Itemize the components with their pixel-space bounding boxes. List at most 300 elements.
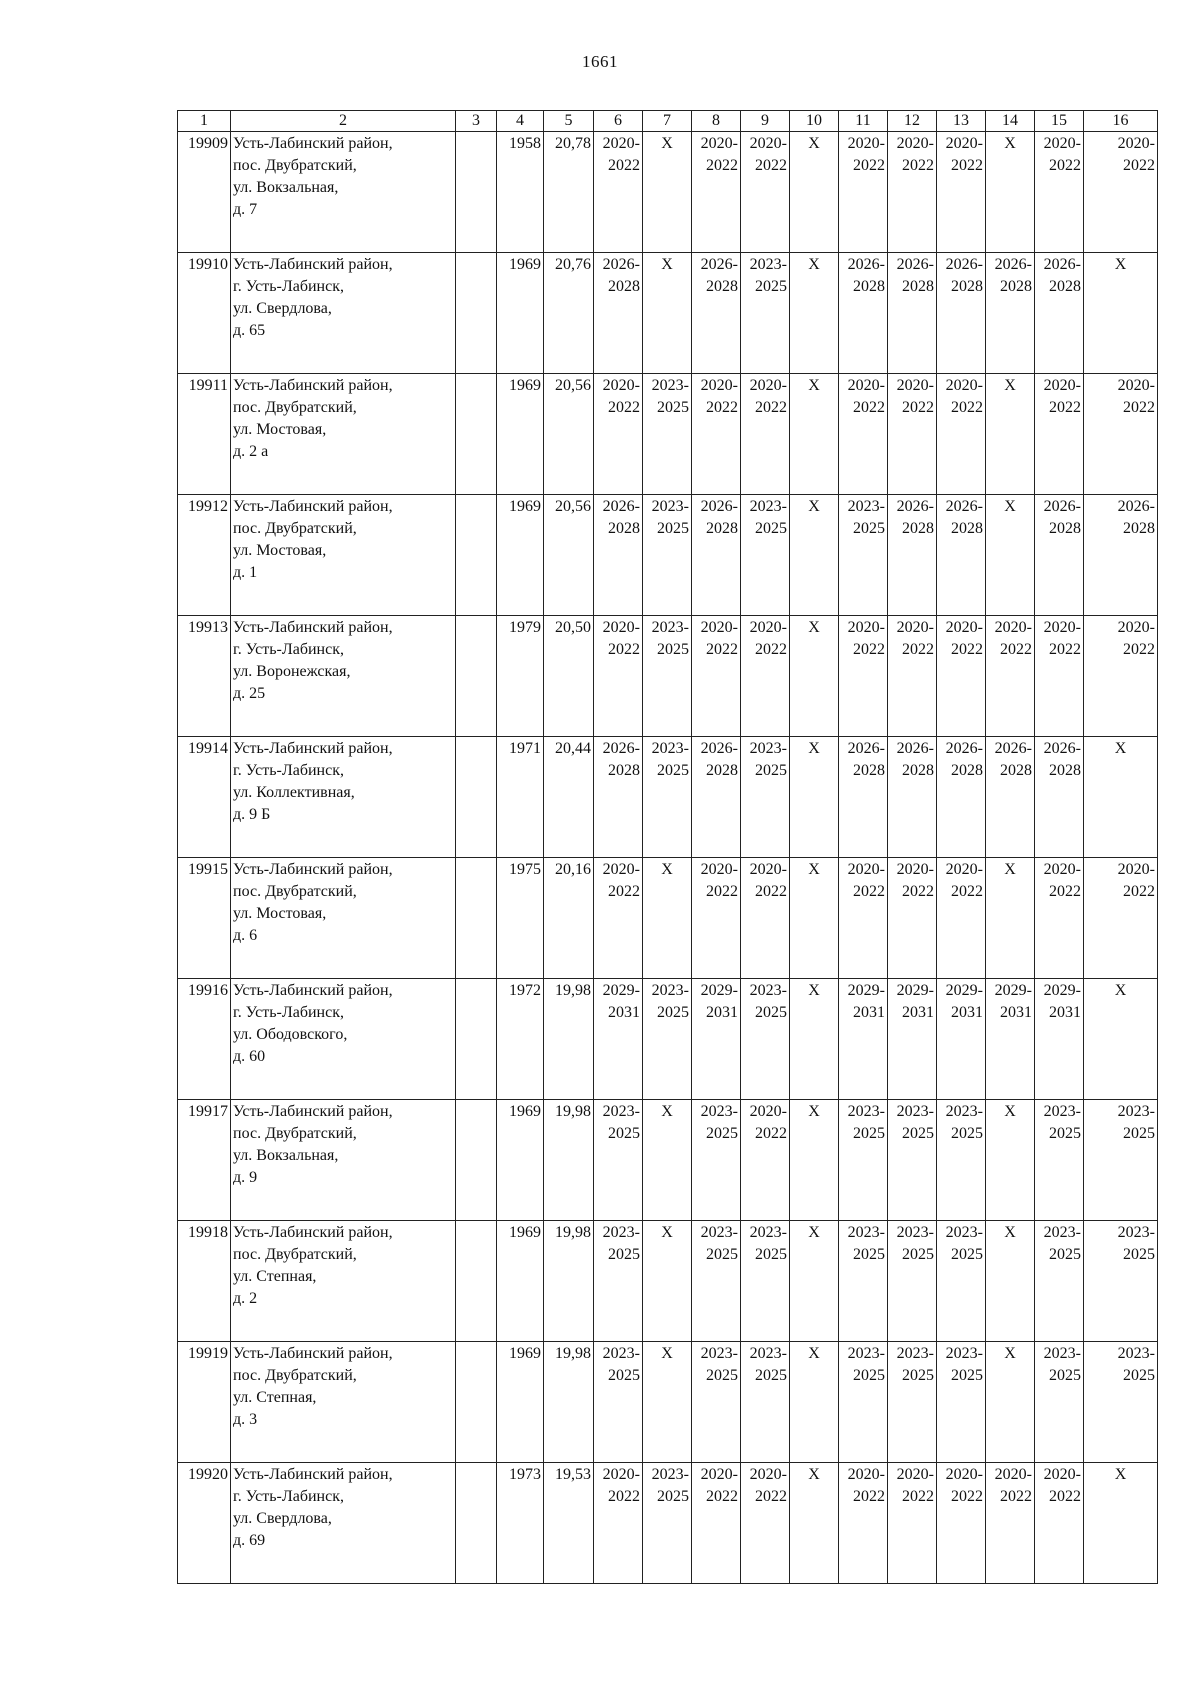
period-start: 2020- <box>700 1466 738 1483</box>
period-start: 2020- <box>749 1103 787 1120</box>
row-number: 19919 <box>178 1342 231 1463</box>
table-row <box>178 253 1158 374</box>
period-end: 2028 <box>1123 520 1155 537</box>
registry-table <box>177 110 1158 1584</box>
period-start: 2020- <box>749 377 787 394</box>
period-cell <box>741 1221 790 1342</box>
period-start: 2020- <box>896 135 934 152</box>
period-start: 2020- <box>700 861 738 878</box>
period-start: 2023- <box>945 1224 983 1241</box>
period-cell <box>888 616 937 737</box>
period-cell <box>594 979 643 1100</box>
period-start: 2023- <box>651 740 689 757</box>
period-end: 2022 <box>951 1488 983 1505</box>
empty-cell <box>456 979 497 1100</box>
address-line: ул. Свердлова, <box>233 300 332 317</box>
period-end: 2025 <box>853 1246 885 1263</box>
period-start: 2020- <box>1043 135 1081 152</box>
period-start: 2020- <box>847 861 885 878</box>
table-row <box>178 616 1158 737</box>
period-end: 2028 <box>1049 278 1081 295</box>
row-number: 19913 <box>178 616 231 737</box>
period-cell <box>1084 495 1158 616</box>
period-start: 2023- <box>1043 1103 1081 1120</box>
period-end: 2031 <box>902 1004 934 1021</box>
period-start: 2023- <box>651 498 689 515</box>
period-cell <box>741 979 790 1100</box>
period-end: 2025 <box>1049 1367 1081 1384</box>
period-start: 2023- <box>896 1103 934 1120</box>
address-line: ул. Мостовая, <box>233 905 327 922</box>
period-end: 2022 <box>1123 883 1155 900</box>
period-end: 2022 <box>951 883 983 900</box>
period-cell <box>937 374 986 495</box>
period-end: 2022 <box>1049 1488 1081 1505</box>
period-end: 2028 <box>608 520 640 537</box>
area-cell: 20,56 <box>544 374 594 495</box>
period-cell <box>643 1463 692 1584</box>
empty-cell <box>456 1221 497 1342</box>
period-end: 2022 <box>1049 399 1081 416</box>
column-header-9: 9 <box>741 111 790 132</box>
period-end: 2028 <box>608 278 640 295</box>
area-cell: 20,50 <box>544 616 594 737</box>
period-end: 2025 <box>657 399 689 416</box>
address-line: д. 69 <box>233 1532 266 1549</box>
period-cell <box>1035 979 1084 1100</box>
period-end: 2031 <box>706 1004 738 1021</box>
period-cell <box>1035 1100 1084 1221</box>
address-line: Усть-Лабинский район, <box>233 740 393 757</box>
period-start: 2023- <box>945 1345 983 1362</box>
period-cell <box>839 1221 888 1342</box>
address-cell <box>231 858 456 979</box>
period-start: 2023- <box>896 1345 934 1362</box>
row-number: 19917 <box>178 1100 231 1221</box>
not-applicable-cell: X <box>1084 253 1158 374</box>
period-start: 2020- <box>602 135 640 152</box>
period-end: 2028 <box>902 762 934 779</box>
period-end: 2025 <box>755 762 787 779</box>
period-cell <box>692 1100 741 1221</box>
address-line: Усть-Лабинский район, <box>233 377 393 394</box>
period-cell <box>1084 858 1158 979</box>
address-line: пос. Двубратский, <box>233 399 357 416</box>
table-row <box>178 1221 1158 1342</box>
address-line: Усть-Лабинский район, <box>233 256 393 273</box>
period-start: 2026- <box>945 256 983 273</box>
period-cell <box>888 737 937 858</box>
period-start: 2020- <box>1043 619 1081 636</box>
period-start: 2026- <box>847 256 885 273</box>
period-cell <box>888 1463 937 1584</box>
period-start: 2020- <box>945 619 983 636</box>
period-end: 2022 <box>902 399 934 416</box>
period-end: 2025 <box>853 1367 885 1384</box>
period-start: 2026- <box>602 256 640 273</box>
period-end: 2022 <box>608 1488 640 1505</box>
period-cell <box>1084 1221 1158 1342</box>
period-end: 2025 <box>951 1125 983 1142</box>
header-row <box>178 111 1158 132</box>
period-cell <box>692 1221 741 1342</box>
period-cell <box>594 1221 643 1342</box>
period-cell <box>741 374 790 495</box>
not-applicable-cell: X <box>790 737 839 858</box>
row-number: 19912 <box>178 495 231 616</box>
area-cell: 20,76 <box>544 253 594 374</box>
period-start: 2026- <box>896 256 934 273</box>
not-applicable-cell: X <box>790 858 839 979</box>
address-line: д. 6 <box>233 927 258 944</box>
table-row <box>178 979 1158 1100</box>
area-cell: 20,78 <box>544 132 594 253</box>
empty-cell <box>456 495 497 616</box>
period-cell <box>692 253 741 374</box>
period-start: 2023- <box>847 498 885 515</box>
not-applicable-cell: X <box>790 616 839 737</box>
period-start: 2023- <box>847 1345 885 1362</box>
period-start: 2026- <box>1043 498 1081 515</box>
period-start: 2023- <box>1043 1224 1081 1241</box>
address-line: пос. Двубратский, <box>233 157 357 174</box>
empty-cell <box>456 737 497 858</box>
period-start: 2023- <box>749 1224 787 1241</box>
period-end: 2022 <box>951 641 983 658</box>
address-line: г. Усть-Лабинск, <box>233 641 344 658</box>
period-end: 2022 <box>951 157 983 174</box>
address-line: ул. Воронежская, <box>233 663 351 680</box>
period-end: 2022 <box>608 883 640 900</box>
period-cell <box>839 132 888 253</box>
period-end: 2025 <box>755 278 787 295</box>
period-start: 2020- <box>896 377 934 394</box>
period-start: 2026- <box>700 498 738 515</box>
period-start: 2023- <box>945 1103 983 1120</box>
period-start: 2020- <box>602 377 640 394</box>
address-line: ул. Вокзальная, <box>233 1147 339 1164</box>
period-start: 2023- <box>700 1345 738 1362</box>
period-end: 2025 <box>1123 1367 1155 1384</box>
address-cell <box>231 132 456 253</box>
address-cell <box>231 495 456 616</box>
period-cell <box>839 1463 888 1584</box>
period-start: 2020- <box>749 1466 787 1483</box>
period-end: 2022 <box>853 157 885 174</box>
period-start: 2020- <box>945 377 983 394</box>
period-start: 2026- <box>896 740 934 757</box>
address-line: Усть-Лабинский район, <box>233 1466 393 1483</box>
period-end: 2022 <box>951 399 983 416</box>
period-cell <box>1084 1342 1158 1463</box>
period-cell <box>692 979 741 1100</box>
not-applicable-cell: X <box>986 132 1035 253</box>
period-cell <box>888 858 937 979</box>
period-start: 2020- <box>994 1466 1032 1483</box>
period-start: 2023- <box>651 619 689 636</box>
period-end: 2025 <box>755 520 787 537</box>
address-line: пос. Двубратский, <box>233 1246 357 1263</box>
address-line: Усть-Лабинский район, <box>233 1224 393 1241</box>
period-start: 2029- <box>945 982 983 999</box>
period-start: 2020- <box>700 619 738 636</box>
period-end: 2031 <box>951 1004 983 1021</box>
period-cell <box>692 132 741 253</box>
address-line: д. 65 <box>233 322 266 339</box>
period-end: 2025 <box>902 1246 934 1263</box>
column-header-1: 1 <box>178 111 231 132</box>
period-cell <box>937 1342 986 1463</box>
period-cell <box>594 1463 643 1584</box>
period-end: 2028 <box>951 520 983 537</box>
column-header-2: 2 <box>231 111 456 132</box>
period-end: 2022 <box>902 883 934 900</box>
period-start: 2023- <box>602 1103 640 1120</box>
area-cell: 19,98 <box>544 1221 594 1342</box>
period-end: 2025 <box>706 1246 738 1263</box>
table-row <box>178 1100 1158 1221</box>
address-line: пос. Двубратский, <box>233 1125 357 1142</box>
address-line: ул. Свердлова, <box>233 1510 332 1527</box>
period-start: 2026- <box>994 740 1032 757</box>
period-cell <box>888 1342 937 1463</box>
not-applicable-cell: X <box>790 495 839 616</box>
address-line: г. Усть-Лабинск, <box>233 278 344 295</box>
period-cell <box>1035 616 1084 737</box>
column-header-4: 4 <box>497 111 544 132</box>
period-end: 2025 <box>657 1004 689 1021</box>
period-start: 2026- <box>1043 740 1081 757</box>
period-start: 2026- <box>602 740 640 757</box>
period-end: 2025 <box>657 520 689 537</box>
not-applicable-cell: X <box>643 1221 692 1342</box>
not-applicable-cell: X <box>643 858 692 979</box>
not-applicable-cell: X <box>986 1100 1035 1221</box>
period-start: 2020- <box>847 619 885 636</box>
period-start: 2020- <box>602 1466 640 1483</box>
address-line: Усть-Лабинский район, <box>233 619 393 636</box>
period-end: 2025 <box>951 1367 983 1384</box>
table-row <box>178 1342 1158 1463</box>
period-start: 2020- <box>945 135 983 152</box>
period-cell <box>937 979 986 1100</box>
period-start: 2026- <box>602 498 640 515</box>
address-line: Усть-Лабинский район, <box>233 982 393 999</box>
period-cell <box>986 253 1035 374</box>
not-applicable-cell: X <box>790 374 839 495</box>
period-start: 2020- <box>700 135 738 152</box>
address-line: д. 9 Б <box>233 806 271 823</box>
period-cell <box>937 1100 986 1221</box>
period-start: 2026- <box>945 498 983 515</box>
column-header-6: 6 <box>594 111 643 132</box>
period-end: 2022 <box>902 1488 934 1505</box>
period-end: 2025 <box>1049 1246 1081 1263</box>
column-header-11: 11 <box>839 111 888 132</box>
period-start: 2023- <box>651 377 689 394</box>
period-end: 2028 <box>1049 520 1081 537</box>
period-end: 2022 <box>853 641 885 658</box>
column-header-12: 12 <box>888 111 937 132</box>
address-line: ул. Ободовского, <box>233 1026 348 1043</box>
address-line: д. 1 <box>233 564 258 581</box>
row-number: 19915 <box>178 858 231 979</box>
row-number: 19909 <box>178 132 231 253</box>
period-end: 2022 <box>755 157 787 174</box>
address-line: пос. Двубратский, <box>233 883 357 900</box>
period-end: 2022 <box>1123 641 1155 658</box>
period-cell <box>692 858 741 979</box>
period-start: 2020- <box>700 377 738 394</box>
empty-cell <box>456 1100 497 1221</box>
address-cell <box>231 253 456 374</box>
period-cell <box>888 495 937 616</box>
period-cell <box>1035 132 1084 253</box>
period-start: 2029- <box>602 982 640 999</box>
not-applicable-cell: X <box>1084 1463 1158 1584</box>
address-line: д. 2 а <box>233 443 269 460</box>
address-line: д. 2 <box>233 1290 258 1307</box>
period-end: 2022 <box>1049 641 1081 658</box>
period-cell <box>888 253 937 374</box>
period-cell <box>1084 1100 1158 1221</box>
period-cell <box>937 495 986 616</box>
address-line: ул. Степная, <box>233 1389 317 1406</box>
period-start: 2026- <box>896 498 934 515</box>
not-applicable-cell: X <box>790 1221 839 1342</box>
period-end: 2028 <box>706 520 738 537</box>
row-number: 19918 <box>178 1221 231 1342</box>
period-start: 2020- <box>1117 861 1155 878</box>
area-cell: 19,98 <box>544 1100 594 1221</box>
address-line: ул. Мостовая, <box>233 421 327 438</box>
address-line: д. 7 <box>233 201 258 218</box>
period-end: 2022 <box>1049 883 1081 900</box>
area-cell: 20,44 <box>544 737 594 858</box>
period-end: 2028 <box>706 762 738 779</box>
address-line: Усть-Лабинский район, <box>233 498 393 515</box>
period-start: 2029- <box>847 982 885 999</box>
area-cell: 19,53 <box>544 1463 594 1584</box>
table-body <box>178 132 1158 1584</box>
period-end: 2022 <box>706 641 738 658</box>
period-start: 2023- <box>602 1345 640 1362</box>
not-applicable-cell: X <box>643 1342 692 1463</box>
period-cell <box>888 1221 937 1342</box>
address-line: ул. Вокзальная, <box>233 179 339 196</box>
period-cell <box>1035 737 1084 858</box>
address-line: г. Усть-Лабинск, <box>233 1004 344 1021</box>
period-end: 2025 <box>951 1246 983 1263</box>
period-end: 2022 <box>902 641 934 658</box>
period-cell <box>1084 132 1158 253</box>
period-cell <box>594 858 643 979</box>
period-start: 2023- <box>1117 1103 1155 1120</box>
period-cell <box>839 1100 888 1221</box>
empty-cell <box>456 858 497 979</box>
period-start: 2020- <box>945 861 983 878</box>
period-end: 2025 <box>1049 1125 1081 1142</box>
address-cell <box>231 374 456 495</box>
period-cell <box>741 1342 790 1463</box>
period-cell <box>839 495 888 616</box>
period-start: 2026- <box>1117 498 1155 515</box>
period-cell <box>888 1100 937 1221</box>
address-cell <box>231 1100 456 1221</box>
period-end: 2025 <box>608 1367 640 1384</box>
period-cell <box>839 979 888 1100</box>
period-start: 2023- <box>651 982 689 999</box>
period-end: 2022 <box>1000 1488 1032 1505</box>
period-end: 2022 <box>755 399 787 416</box>
period-start: 2023- <box>1043 1345 1081 1362</box>
table-row <box>178 858 1158 979</box>
address-cell <box>231 1221 456 1342</box>
period-end: 2028 <box>902 520 934 537</box>
period-end: 2022 <box>608 641 640 658</box>
empty-cell <box>456 374 497 495</box>
period-cell <box>692 616 741 737</box>
empty-cell <box>456 132 497 253</box>
period-end: 2022 <box>755 1125 787 1142</box>
column-header-7: 7 <box>643 111 692 132</box>
period-end: 2025 <box>755 1004 787 1021</box>
area-cell: 20,16 <box>544 858 594 979</box>
period-end: 2025 <box>902 1125 934 1142</box>
period-end: 2022 <box>1049 157 1081 174</box>
row-number: 19916 <box>178 979 231 1100</box>
year-cell: 1969 <box>497 1342 544 1463</box>
period-start: 2020- <box>847 377 885 394</box>
not-applicable-cell: X <box>1084 737 1158 858</box>
period-cell <box>643 616 692 737</box>
period-end: 2025 <box>608 1125 640 1142</box>
address-line: ул. Коллективная, <box>233 784 355 801</box>
area-cell: 20,56 <box>544 495 594 616</box>
period-end: 2025 <box>657 641 689 658</box>
period-start: 2023- <box>651 1466 689 1483</box>
period-cell <box>937 737 986 858</box>
period-cell <box>888 374 937 495</box>
area-cell: 19,98 <box>544 1342 594 1463</box>
period-start: 2020- <box>602 861 640 878</box>
period-start: 2020- <box>749 135 787 152</box>
address-line: Усть-Лабинский район, <box>233 1345 393 1362</box>
empty-cell <box>456 616 497 737</box>
period-cell <box>937 858 986 979</box>
not-applicable-cell: X <box>986 1342 1035 1463</box>
period-start: 2029- <box>994 982 1032 999</box>
period-cell <box>839 616 888 737</box>
period-start: 2023- <box>749 740 787 757</box>
period-end: 2022 <box>853 399 885 416</box>
column-header-14: 14 <box>986 111 1035 132</box>
period-cell <box>692 374 741 495</box>
period-start: 2023- <box>847 1224 885 1241</box>
period-end: 2028 <box>608 762 640 779</box>
row-number: 19920 <box>178 1463 231 1584</box>
period-cell <box>839 858 888 979</box>
column-header-8: 8 <box>692 111 741 132</box>
period-cell <box>692 1463 741 1584</box>
period-cell <box>1035 1342 1084 1463</box>
year-cell: 1973 <box>497 1463 544 1584</box>
period-cell <box>1084 616 1158 737</box>
period-end: 2022 <box>706 399 738 416</box>
period-cell <box>1084 374 1158 495</box>
period-end: 2022 <box>1123 399 1155 416</box>
table-row <box>178 374 1158 495</box>
